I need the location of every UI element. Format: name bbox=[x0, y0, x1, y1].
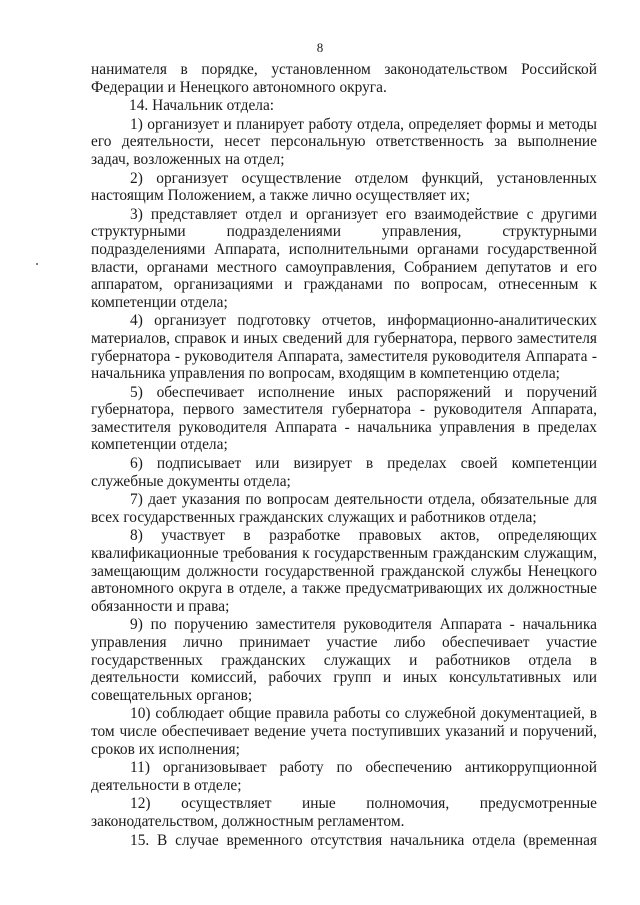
paragraph-continuation: нанимателя в порядке, установленном законодательством Российской Федерации и Ненецкого автономного округа. bbox=[91, 61, 597, 96]
list-item-6: 6) подписывает или визирует в пределах своей компетенции служебные документы отдела; bbox=[91, 455, 597, 490]
list-item-4: 4) организует подготовку отчетов, информационно-аналитических материалов, справок и иных сведений для губернатора, первого заместителя губернатора - руководителя Аппарата, заместителя руководителя Аппарата - начальника управления по вопросам, входящим в компетенцию отдела; bbox=[91, 312, 597, 383]
list-item-11: 11) организовывает работу по обеспечению антикоррупционной деятельности в отделе; bbox=[91, 759, 597, 794]
list-item-7: 7) дает указания по вопросам деятельности отдела, обязательные для всех государственных гражданских служащих и работников отдела; bbox=[91, 491, 597, 526]
page-number: 8 bbox=[316, 40, 324, 55]
margin-dot bbox=[36, 263, 38, 265]
list-item-12: 12) осуществляет иные полномочия, предусмотренные законодательством, должностным регламентом. bbox=[91, 795, 597, 830]
document-body bbox=[91, 61, 597, 850]
list-item-1: 1) организует и планирует работу отдела, определяет формы и методы его деятельности, несет персональную ответственность за выполнение задач, возложенных на отдел; bbox=[91, 115, 597, 168]
list-item-5: 5) обеспечивает исполнение иных распоряжений и поручений губернатора, первого заместителя губернатора - руководителя Аппарата, заместителя руководителя Аппарата - начальника управления в пределах компетенции отдела; bbox=[91, 383, 597, 454]
list-item-10: 10) соблюдает общие правила работы со служебной документацией, в том числе обеспечивает ведение учета поступивших указаний и поручений, сроков их исполнения; bbox=[91, 705, 597, 758]
list-item-8: 8) участвует в разработке правовых актов, определяющих квалификационные требования к государственным гражданским служащим, замещающим должности государственной гражданской службы Ненецкого автономного округа в отделе, а также предусматривающих их должностные обязанности и права; bbox=[91, 527, 597, 615]
list-item-3: 3) представляет отдел и организует его взаимодействие с другими структурными подразделениями управления, структурными подразделениями Аппарата, исполнительными органами государственной власти, органами местного самоуправления, Собранием депутатов и его аппаратом, организациями и гражданами по вопросам, отнесенным к компетенции отдела; bbox=[91, 205, 597, 311]
list-item-9: 9) по поручению заместителя руководителя Аппарата - начальника управления лично принимает участие либо обеспечивает участие государственных гражданских служащих и работников отдела в деятельности комиссий, рабочих групп и иных консультативных или совещательных органов; bbox=[91, 616, 597, 704]
section-15-start: 15. В случае временного отсутствия начальника отдела (временная bbox=[130, 831, 597, 849]
section-14-heading: 14. Начальник отдела: bbox=[129, 97, 275, 115]
list-item-2: 2) организует осуществление отделом функций, установленных настоящим Положением, а также лично осуществляет их; bbox=[91, 169, 597, 205]
